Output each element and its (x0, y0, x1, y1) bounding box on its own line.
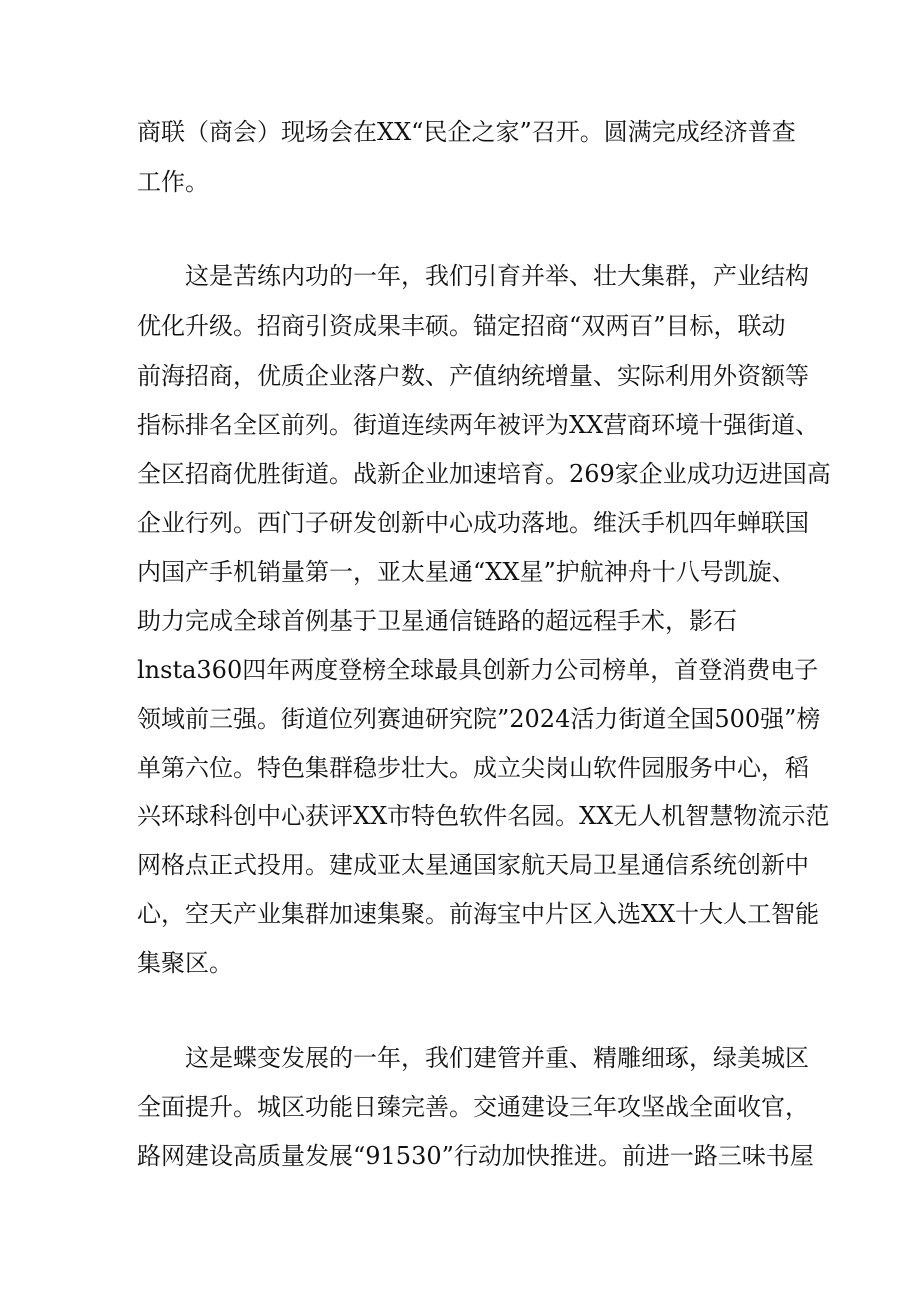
paragraph-2-line-2: 优化升级。招商引资成果丰硕。锚定招商“双两百”目标，联动 (137, 312, 786, 340)
paragraph-2-line-9: lnsta360四年两度登榜全球最具创新力公司榜单，首登消费电子 (137, 656, 819, 684)
paragraph-2-line-1: 这是苦练内功的一年，我们引育并举、壮大集群，产业结构 (185, 262, 809, 290)
paragraph-3-line-2: 全面提升。城区功能日臻完善。交通建设三年攻坚战全面收官， (137, 1093, 809, 1121)
paragraph-2-line-14: 心，空天产业集群加速集聚。前海宝中片区入选XX十大人工智能 (137, 900, 820, 928)
paragraph-2-line-11: 单第六位。特色集群稳步壮大。成立尖岗山软件园服务中心，稻 (137, 754, 809, 782)
paragraph-2-line-4: 指标排名全区前列。街道连续两年被评为XX营商环境十强街道、 (137, 411, 820, 439)
paragraph-2-line-3: 前海招商，优质企业落户数、产值纳统增量、实际利用外资额等 (137, 362, 809, 390)
paragraph-1-line-2: 工作。 (137, 168, 209, 196)
paragraph-3-line-1: 这是蝶变发展的一年，我们建管并重、精雕细琢，绿美城区 (185, 1044, 809, 1072)
paragraph-2-line-13: 网格点正式投用。建成亚太星通国家航天局卫星通信系统创新中 (137, 851, 809, 879)
paragraph-2-line-7: 内国产手机销量第一，亚太星通“XX星”护航神舟十八号凯旋、 (137, 558, 796, 586)
paragraph-2-line-6: 企业行列。西门子研发创新中心成功落地。维沃手机四年蝉联国 (137, 509, 809, 537)
paragraph-2-line-8: 助力完成全球首例基于卫星通信链路的超远程手术，影石 (137, 607, 737, 635)
paragraph-2-line-15: 集聚区。 (137, 949, 233, 977)
paragraph-3-line-3: 路网建设高质量发展“91530”行动加快推进。前进一路三味书屋 (137, 1142, 814, 1170)
paragraph-2-line-5: 全区招商优胜街道。战新企业加速培育。269家企业成功迈进国高 (137, 460, 831, 488)
paragraph-1-line-1: 商联（商会）现场会在XX“民企之家”召开。圆满完成经济普查 (137, 118, 796, 146)
paragraph-2-line-12: 兴环球科创中心获评XX市特色软件名园。XX无人机智慧物流示范 (137, 802, 830, 830)
paragraph-2-line-10: 领域前三强。街道位列赛迪研究院”2024活力街道全国500强”榜 (137, 705, 821, 733)
